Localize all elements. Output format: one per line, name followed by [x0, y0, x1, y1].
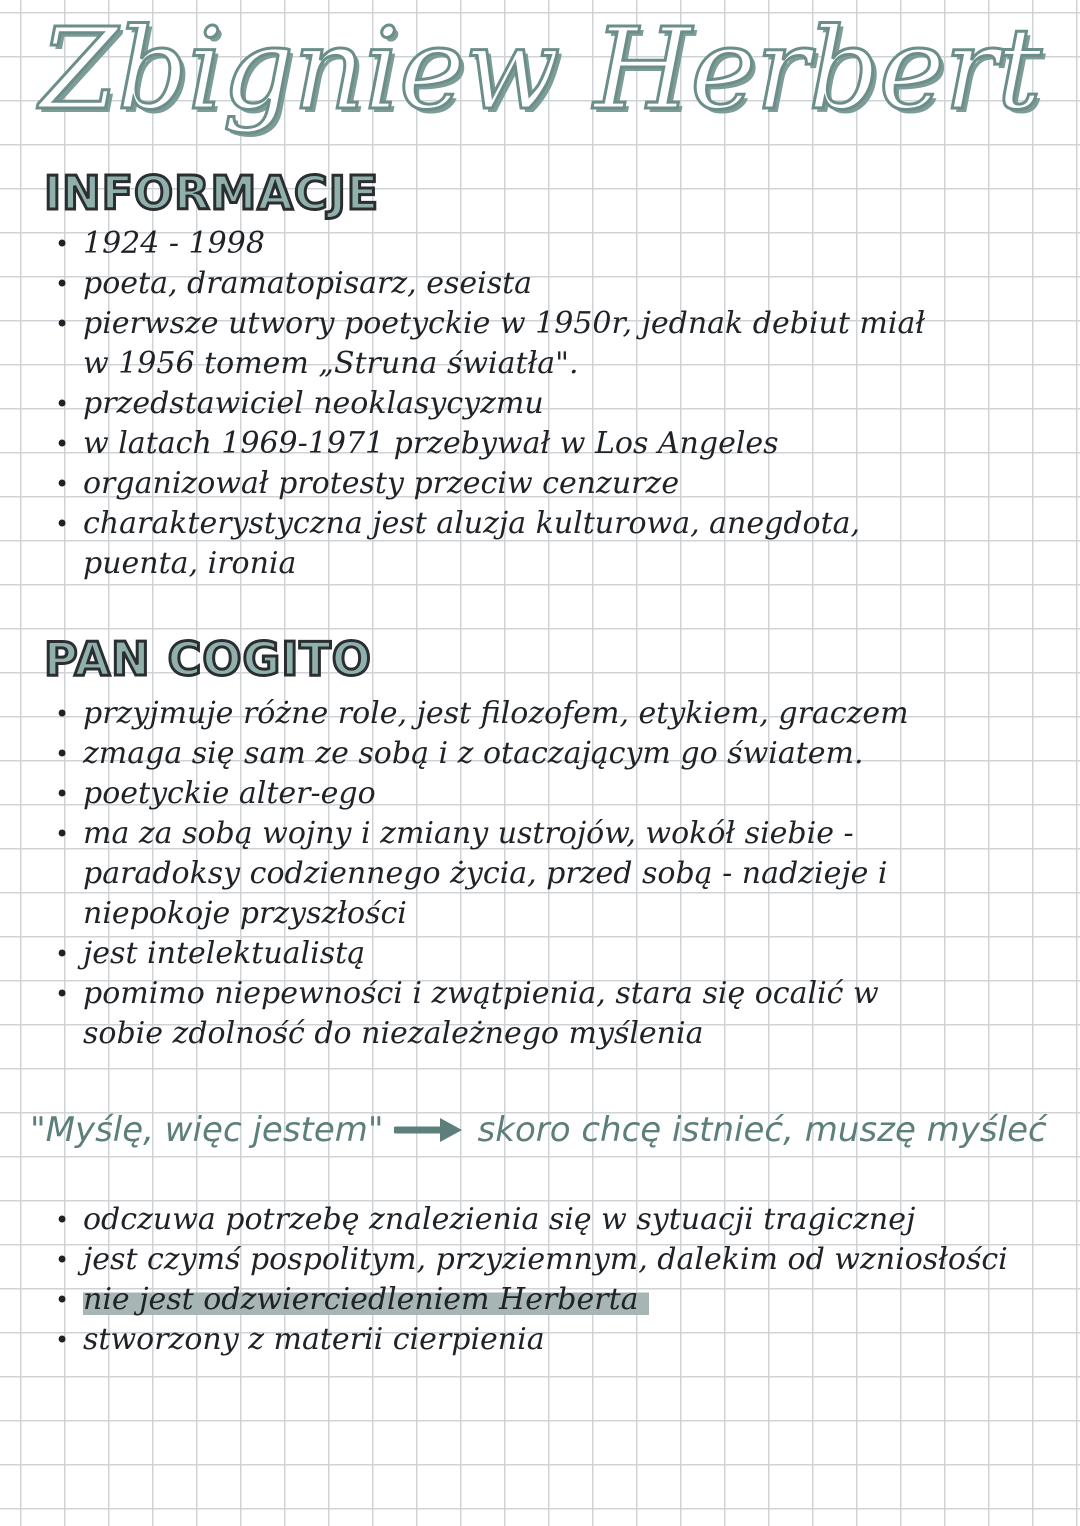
- list-item: • w latach 1969-1971 przebywał w Los Angeles: [55, 424, 925, 464]
- heading-pan-cogito: PAN COGITO: [44, 632, 372, 686]
- quote-text: "Myślę, więc jestem": [30, 1110, 384, 1150]
- list-item: • poeta, dramatopisarz, eseista: [55, 264, 925, 304]
- list-item: • stworzony z materii cierpienia: [55, 1320, 1008, 1360]
- list-item: • 1924 - 1998: [55, 224, 925, 264]
- list-item: • przyjmuje różne role, jest filozofem, etykiem, graczem: [55, 694, 909, 734]
- more-list: [55, 1200, 1008, 1360]
- list-item: • przedstawiciel neoklasycyzmu: [55, 384, 925, 424]
- list-item: • pierwsze utwory poetyckie w 1950r, jednak debiut miał w 1956 tomem „Struna światła".: [55, 304, 925, 384]
- list-item: • organizował protesty przeciw cenzurze: [55, 464, 925, 504]
- list-item: • odczuwa potrzebę znalezienia się w sytuacji tragicznej: [55, 1200, 1008, 1240]
- highlighted-text: nie jest odzwierciedleniem Herberta: [83, 1282, 649, 1317]
- quote-line: [30, 1110, 1047, 1150]
- page-title: Zbigniew Herbert: [40, 5, 1041, 135]
- list-item: [55, 1280, 1008, 1320]
- list-item: • jest czymś pospolitym, przyziemnym, dalekim od wzniosłości: [55, 1240, 1008, 1280]
- arrow-right-icon: [394, 1115, 464, 1145]
- quote-meaning: skoro chcę istnieć, muszę myśleć: [477, 1110, 1047, 1150]
- pan-cogito-list: [55, 694, 909, 1054]
- list-item: • pomimo niepewności i zwątpienia, stara się ocalić w sobie zdolność do niezależnego myślenia: [55, 974, 909, 1054]
- heading-informacje: INFORMACJE: [44, 166, 380, 220]
- list-item: • poetyckie alter-ego: [55, 774, 909, 814]
- list-item: • jest intelektualistą: [55, 934, 909, 974]
- list-item: • ma za sobą wojny i zmiany ustrojów, wokół siebie - paradoksy codziennego życia, przed sobą - nadzieje i niepokoje przyszłości: [55, 814, 909, 934]
- list-item: • zmaga się sam ze sobą i z otaczającym go światem.: [55, 734, 909, 774]
- informacje-list: [55, 224, 925, 584]
- list-item: • charakterystyczna jest aluzja kulturowa, anegdota, puenta, ironia: [55, 504, 925, 584]
